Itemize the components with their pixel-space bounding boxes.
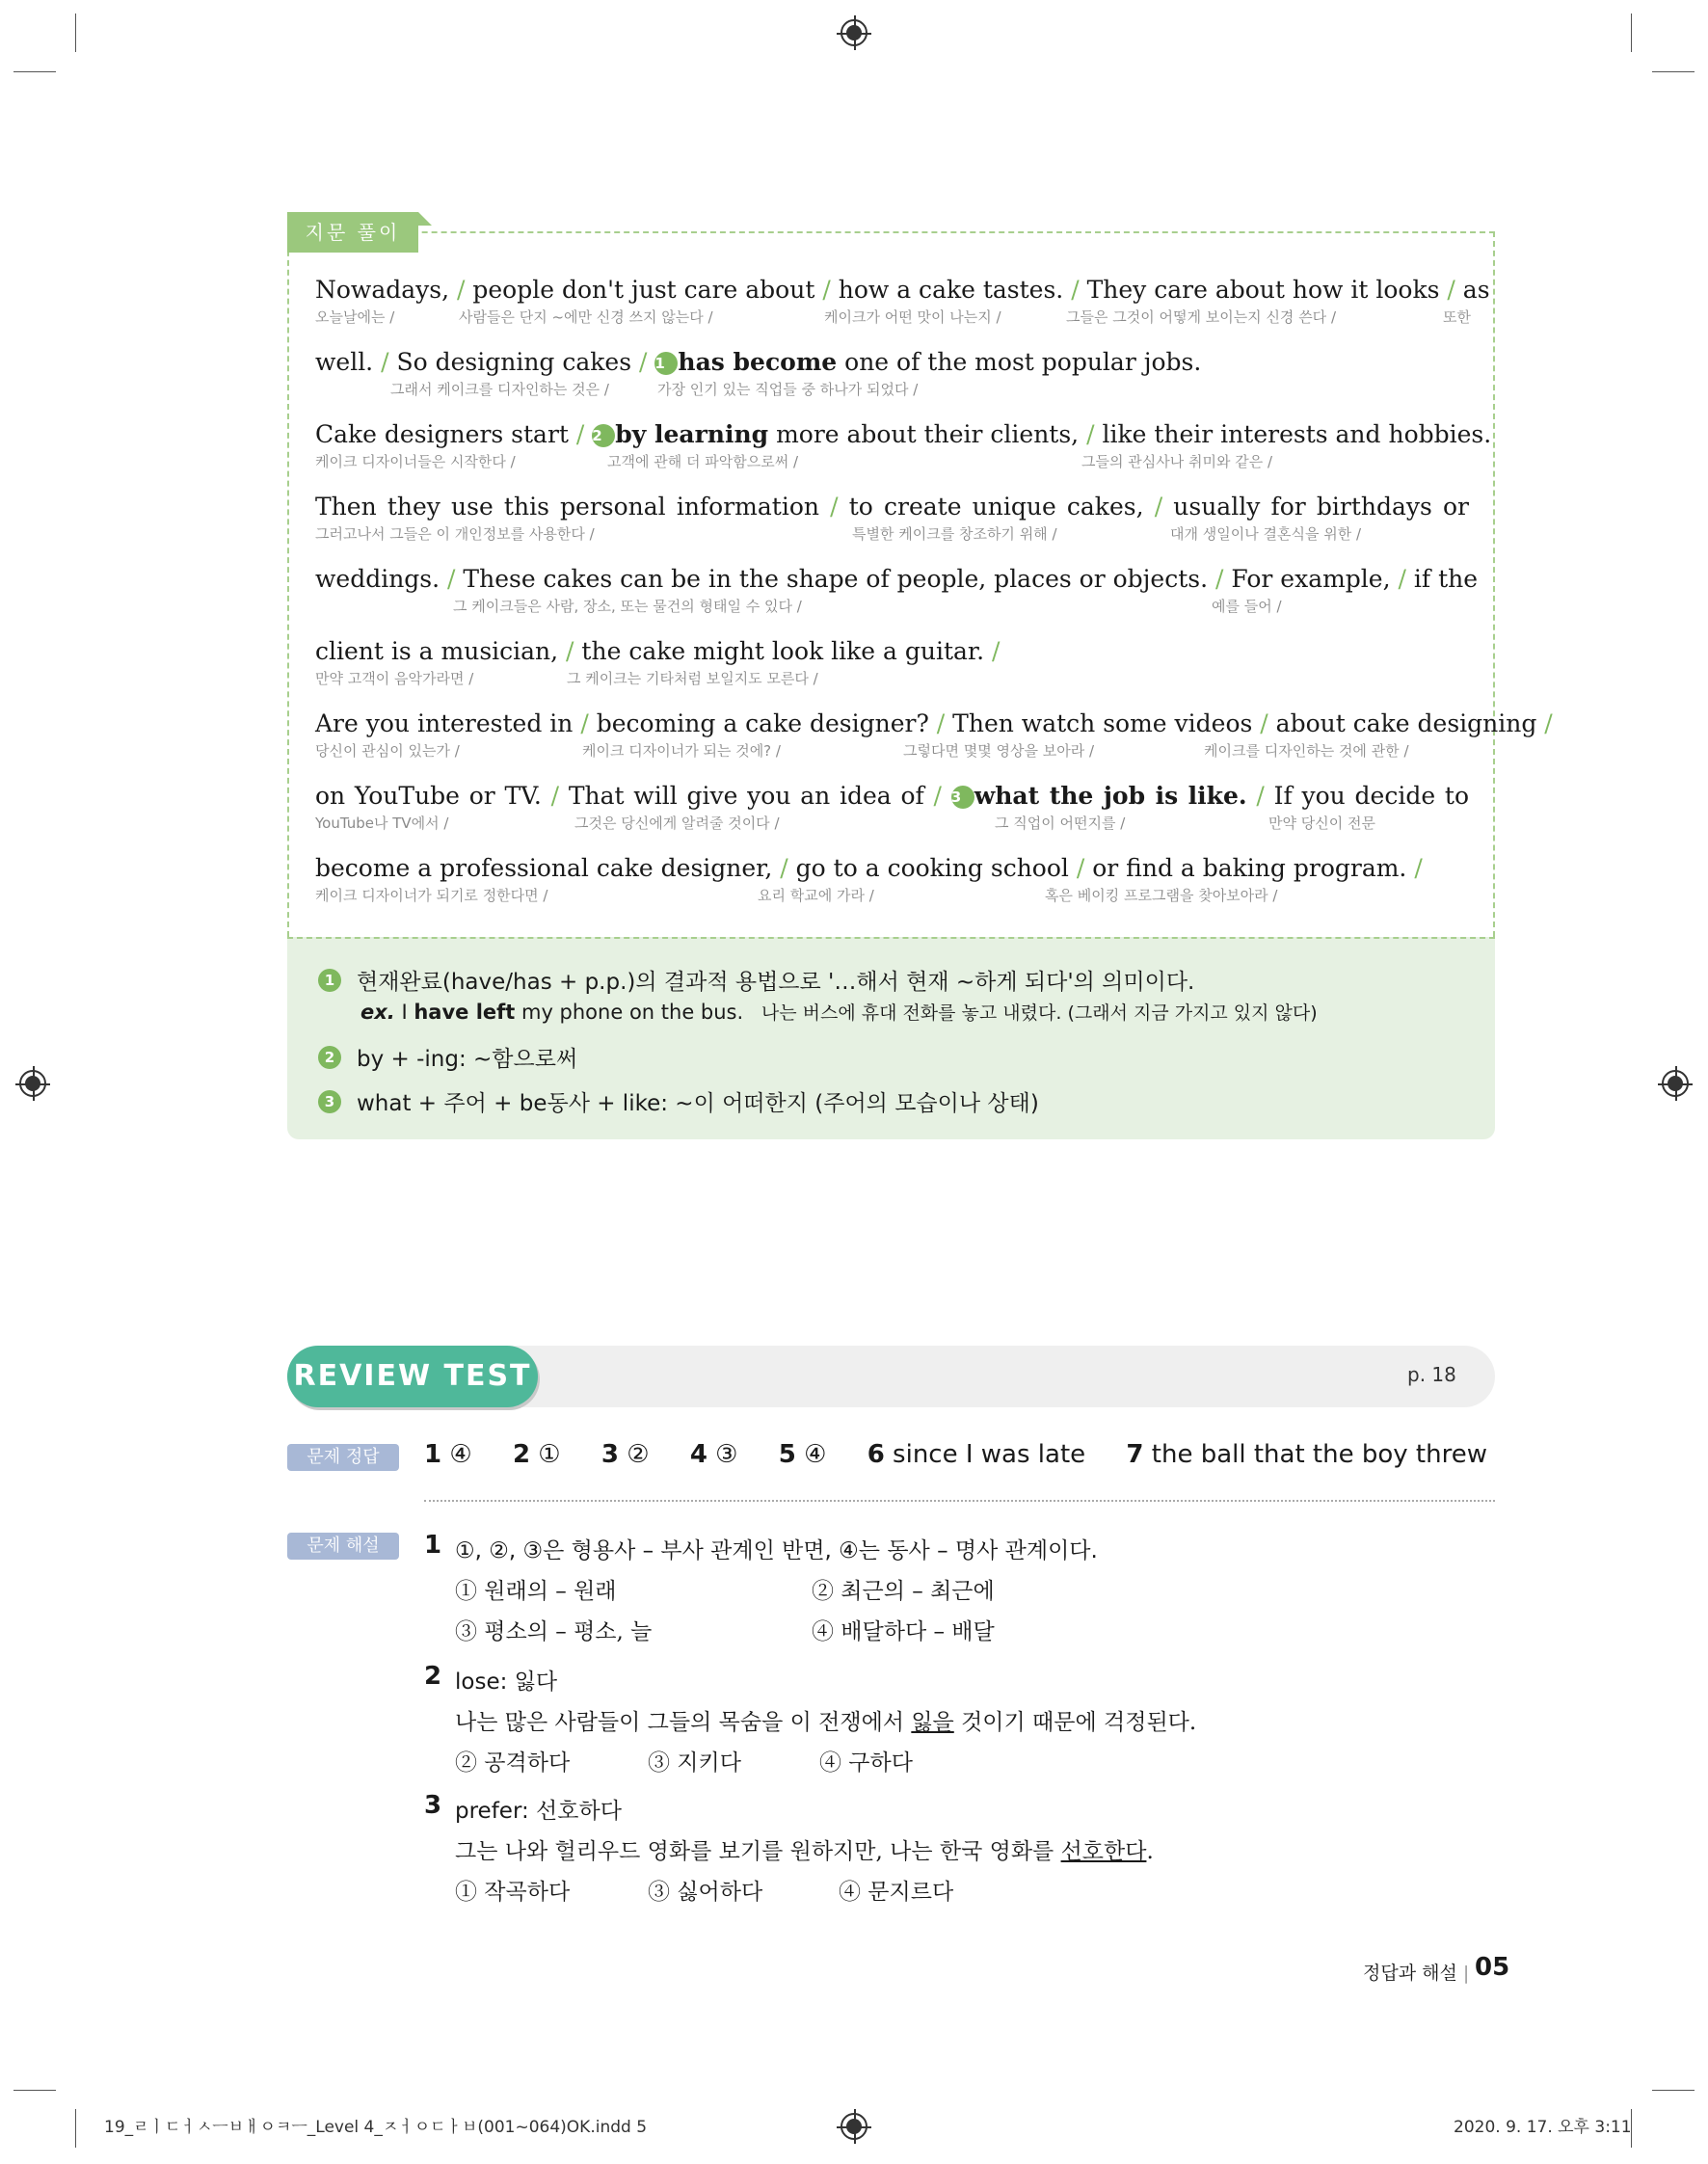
registration-mark-icon bbox=[841, 2113, 867, 2140]
note-1 bbox=[318, 964, 1194, 996]
passage-sentence bbox=[315, 493, 1469, 521]
korean-translation: 그 케이크는 기타처럼 보일지도 모른다 / bbox=[567, 670, 818, 687]
q2-option: ④ 구하다 bbox=[819, 1750, 913, 1776]
divider bbox=[424, 1500, 1495, 1502]
passage-text: go to a cooking school bbox=[787, 854, 1077, 882]
korean-translation: 사람들은 단지 ~에만 신경 쓰지 않는다 / bbox=[459, 308, 713, 326]
passage-text: like their interests and hobbies. bbox=[1094, 420, 1492, 448]
passage-text: Cake designers start bbox=[315, 420, 576, 448]
korean-translation: 케이크 디자이너가 되는 것에? / bbox=[582, 742, 781, 760]
korean-translation: 그들의 관심사나 취미와 같은 / bbox=[1081, 453, 1273, 470]
phrase-divider: / bbox=[1086, 420, 1095, 448]
korean-translation: 케이크를 디자인하는 것에 관한 / bbox=[1204, 742, 1409, 760]
crop-mark bbox=[13, 71, 56, 72]
korean-translation: 고객에 관해 더 파악함으로써 / bbox=[607, 453, 799, 470]
example-post: my phone on the bus. bbox=[515, 1001, 744, 1024]
crop-mark bbox=[13, 2090, 56, 2091]
passage-line bbox=[315, 276, 1490, 305]
phrase-divider: / bbox=[992, 637, 1001, 665]
korean-translation: 예를 들어 / bbox=[1212, 598, 1282, 615]
korean-translation: 그 직업이 어떤지를 / bbox=[995, 815, 1126, 832]
question-number: 2 bbox=[424, 1662, 442, 1691]
highlighted-phrase: what the job is like. bbox=[974, 782, 1247, 810]
example-label: ex. bbox=[360, 1001, 395, 1024]
phrase-divider: / bbox=[936, 709, 946, 737]
crop-mark bbox=[1652, 71, 1695, 72]
note-text: what + 주어 + be동사 + like: ~이 어떠한지 (주어의 모습이나 상태) bbox=[357, 1091, 1039, 1116]
explanation-tag: 문제 해설 bbox=[287, 1533, 399, 1560]
q3-vocab: prefer: 선호하다 bbox=[455, 1799, 622, 1824]
passage-line bbox=[315, 854, 1469, 883]
passage-text: the cake might look like a guitar. bbox=[574, 637, 992, 665]
korean-translation: 당신이 관심이 있는가 / bbox=[315, 742, 460, 760]
example-translation: 나는 버스에 휴대 전화를 놓고 내렸다. (그래서 지금 가지고 있지 않다) bbox=[761, 1002, 1318, 1024]
q3-sentence: 그는 나와 헐리우드 영화를 보기를 원하지만, 나는 한국 영화를 선호한다. bbox=[455, 1839, 1154, 1864]
circled-number-icon: 3 bbox=[951, 786, 974, 809]
passage-line bbox=[315, 420, 1492, 449]
q2-option: ② 공격하다 bbox=[455, 1750, 571, 1776]
passage-sentence bbox=[315, 637, 1469, 666]
phrase-divider: / bbox=[1076, 854, 1085, 882]
passage-text: to create unique cakes, bbox=[838, 493, 1155, 521]
passage-tab: 지문 풀이 bbox=[287, 212, 418, 253]
footer-section: 정답과 해설 | bbox=[1363, 1963, 1470, 1984]
phrase-divider: / bbox=[575, 420, 585, 448]
passage-text: as bbox=[1454, 276, 1490, 304]
note-text: 현재완료(have/has + p.p.)의 결과적 용법으로 '…해서 현재 ~하게 되다'의 의미이다. bbox=[357, 970, 1195, 995]
passage-text bbox=[942, 782, 951, 810]
answer-item: 4 ③ bbox=[689, 1440, 738, 1469]
q1-option: ③ 평소의 – 평소, 늘 bbox=[455, 1619, 653, 1644]
korean-translation: 케이크 디자이너들은 시작한다 / bbox=[315, 453, 516, 470]
passage-text: one of the most popular jobs. bbox=[837, 348, 1202, 376]
passage-text: So designing cakes bbox=[388, 348, 640, 376]
passage-text: people don't just care about bbox=[465, 276, 823, 304]
circled-number-icon: 2 bbox=[592, 424, 615, 447]
korean-translation: 그러고나서 그들은 이 개인정보를 사용한다 / bbox=[315, 525, 595, 543]
passage-text: or find a baking program. bbox=[1084, 854, 1415, 882]
q2-option: ③ 지키다 bbox=[648, 1750, 741, 1776]
example-pre: I bbox=[401, 1001, 414, 1024]
question-number: 1 bbox=[424, 1531, 442, 1560]
passage-text: how a cake tastes. bbox=[830, 276, 1072, 304]
korean-translation: 그래서 케이크를 디자인하는 것은 / bbox=[390, 381, 609, 398]
korean-translation: 오늘날에는 / bbox=[315, 308, 395, 326]
answer-item: 2 ① bbox=[512, 1440, 561, 1469]
q3-option: ③ 싫어하다 bbox=[648, 1880, 763, 1905]
passage-text: Then they use this personal information bbox=[315, 493, 831, 521]
passage-box-top bbox=[287, 231, 1495, 233]
passage-sentence bbox=[315, 709, 1553, 738]
phrase-divider: / bbox=[933, 782, 942, 810]
highlighted-phrase: by learning bbox=[615, 420, 769, 448]
registration-mark-icon bbox=[841, 19, 867, 46]
answer-item: 5 ④ bbox=[778, 1440, 827, 1469]
passage-line bbox=[315, 348, 1469, 377]
passage-text bbox=[647, 348, 654, 376]
passage-line bbox=[315, 493, 1469, 521]
passage-text: if the bbox=[1405, 565, 1479, 593]
q1-option: ④ 배달하다 – 배달 bbox=[812, 1619, 995, 1644]
answer-item: 6 since I was late bbox=[867, 1440, 1086, 1469]
passage-sentence bbox=[315, 565, 1479, 594]
print-timestamp: 2020. 9. 17. 오후 3:11 bbox=[1454, 2118, 1632, 2137]
note-2 bbox=[318, 1041, 577, 1073]
answer-key bbox=[424, 1440, 1487, 1469]
korean-translation: 그들은 그것이 어떻게 보이는지 신경 쓴다 / bbox=[1066, 308, 1336, 326]
phrase-divider: / bbox=[580, 709, 589, 737]
korean-translation: 케이크 디자이너가 되기로 정한다면 / bbox=[315, 887, 548, 904]
passage-text: well. bbox=[315, 348, 382, 376]
circled-number-icon: 1 bbox=[654, 352, 678, 375]
registration-mark-icon bbox=[19, 1070, 46, 1097]
passage-text: For example, bbox=[1223, 565, 1399, 593]
passage-line bbox=[315, 709, 1553, 738]
q1-option: ② 최근의 – 최근에 bbox=[812, 1579, 995, 1604]
q1-option: ① 원래의 – 원래 bbox=[455, 1579, 617, 1604]
page-reference: p. 18 bbox=[1407, 1363, 1456, 1386]
highlighted-phrase: has become bbox=[678, 348, 838, 376]
korean-translation: 그 케이크들은 사람, 장소, 또는 물건의 형태일 수 있다 / bbox=[453, 598, 802, 615]
answer-item: 1 ④ bbox=[424, 1440, 472, 1469]
korean-translation: 요리 학교에 가라 / bbox=[758, 887, 874, 904]
passage-line bbox=[315, 565, 1479, 594]
passage-sentence bbox=[315, 782, 1469, 811]
passage-text: Then watch some videos bbox=[945, 709, 1261, 737]
korean-translation: 특별한 케이크를 창조하기 위해 / bbox=[852, 525, 1057, 543]
korean-translation: 만약 고객이 음악가라면 / bbox=[315, 670, 474, 687]
example-bold: have left bbox=[414, 1001, 516, 1024]
q1-explanation: ①, ②, ③은 형용사 – 부사 관계인 반면, ④는 동사 – 명사 관계이다. bbox=[455, 1538, 1098, 1563]
q2-vocab: lose: 잃다 bbox=[455, 1670, 558, 1695]
passage-text: client is a musician, bbox=[315, 637, 567, 665]
korean-translation: 또한 bbox=[1443, 308, 1471, 326]
print-slug: 19_ㄹㅣㄷㅓㅅㅡㅂㅐㅇㅋㅡ_Level 4_ㅈㅓㅇㄷㅏㅂ(001~064)OK.indd 5 bbox=[104, 2118, 648, 2137]
phrase-divider: / bbox=[1071, 276, 1080, 304]
passage-text: These cakes can be in the shape of people, places or objects. bbox=[455, 565, 1215, 593]
phrase-divider: / bbox=[457, 276, 466, 304]
page-number: 05 bbox=[1475, 1953, 1510, 1982]
phrase-divider: / bbox=[381, 348, 389, 376]
passage-line bbox=[315, 637, 1469, 666]
passage-sentence bbox=[315, 420, 1492, 449]
answer-item: 7 the ball that the boy threw bbox=[1126, 1440, 1487, 1469]
passage-text bbox=[1247, 782, 1257, 810]
note-text: by + -ing: ~함으로써 bbox=[357, 1047, 578, 1072]
phrase-divider: / bbox=[1544, 709, 1553, 737]
phrase-divider: / bbox=[566, 637, 574, 665]
phrase-divider: / bbox=[447, 565, 456, 593]
phrase-divider: / bbox=[1256, 782, 1265, 810]
passage-sentence bbox=[315, 276, 1490, 305]
crop-mark bbox=[1631, 13, 1632, 52]
phrase-divider: / bbox=[639, 348, 648, 376]
korean-translation: 가장 인기 있는 직업들 중 하나가 되었다 / bbox=[657, 381, 919, 398]
korean-translation: 케이크가 어떤 맛이 나는지 / bbox=[824, 308, 1001, 326]
passage-text: That will give you an idea of bbox=[559, 782, 934, 810]
phrase-divider: / bbox=[550, 782, 560, 810]
passage-sentence bbox=[315, 348, 1469, 377]
passage-text: more about their clients, bbox=[768, 420, 1087, 448]
crop-mark bbox=[1652, 2090, 1695, 2091]
passage-text: about cake designing bbox=[1268, 709, 1545, 737]
korean-translation: 혹은 베이킹 프로그램을 찾아보아라 / bbox=[1045, 887, 1278, 904]
crop-mark bbox=[75, 13, 76, 52]
q3-option: ④ 문지르다 bbox=[839, 1880, 954, 1905]
phrase-divider: / bbox=[1398, 565, 1406, 593]
answers-tag: 문제 정답 bbox=[287, 1444, 399, 1471]
phrase-divider: / bbox=[1214, 565, 1224, 593]
phrase-divider: / bbox=[1154, 493, 1163, 521]
circled-number-icon: 1 bbox=[318, 969, 341, 992]
korean-translation: 그렇다면 몇몇 영상을 보아라 / bbox=[903, 742, 1095, 760]
passage-text: usually for birthdays or bbox=[1162, 493, 1470, 521]
phrase-divider: / bbox=[830, 493, 839, 521]
note-1-example bbox=[360, 999, 1318, 1025]
note-3 bbox=[318, 1085, 1039, 1117]
phrase-divider: / bbox=[1260, 709, 1268, 737]
crop-mark bbox=[75, 2109, 76, 2148]
korean-translation: 만약 당신이 전문 bbox=[1268, 815, 1375, 832]
answer-item: 3 ② bbox=[600, 1440, 650, 1469]
passage-text: They care about how it looks bbox=[1079, 276, 1448, 304]
q3-option: ① 작곡하다 bbox=[455, 1880, 571, 1905]
circled-number-icon: 2 bbox=[318, 1046, 341, 1069]
passage-text: Nowadays, bbox=[315, 276, 457, 304]
korean-translation: YouTube나 TV에서 / bbox=[315, 815, 449, 832]
registration-mark-icon bbox=[1662, 1070, 1689, 1097]
phrase-divider: / bbox=[1414, 854, 1423, 882]
passage-text: If you decide to bbox=[1264, 782, 1470, 810]
passage-text: weddings. bbox=[315, 565, 448, 593]
phrase-divider: / bbox=[780, 854, 788, 882]
phrase-divider: / bbox=[822, 276, 831, 304]
q2-sentence: 나는 많은 사람들이 그들의 목숨을 이 전쟁에서 잃을 것이기 때문에 걱정된다. bbox=[455, 1710, 1197, 1735]
circled-number-icon: 3 bbox=[318, 1090, 341, 1113]
passage-text: on YouTube or TV. bbox=[315, 782, 551, 810]
review-test-title: REVIEW TEST bbox=[287, 1346, 538, 1407]
passage-text: become a professional cake designer, bbox=[315, 854, 781, 882]
passage-text: Are you interested in bbox=[315, 709, 581, 737]
korean-translation: 그것은 당신에게 알려줄 것이다 / bbox=[574, 815, 780, 832]
passage-line bbox=[315, 782, 1469, 811]
phrase-divider: / bbox=[1447, 276, 1455, 304]
passage-text bbox=[584, 420, 592, 448]
question-number: 3 bbox=[424, 1791, 442, 1820]
korean-translation: 대개 생일이나 결혼식을 위한 / bbox=[1170, 525, 1362, 543]
passage-sentence bbox=[315, 854, 1469, 883]
passage-text: becoming a cake designer? bbox=[588, 709, 937, 737]
